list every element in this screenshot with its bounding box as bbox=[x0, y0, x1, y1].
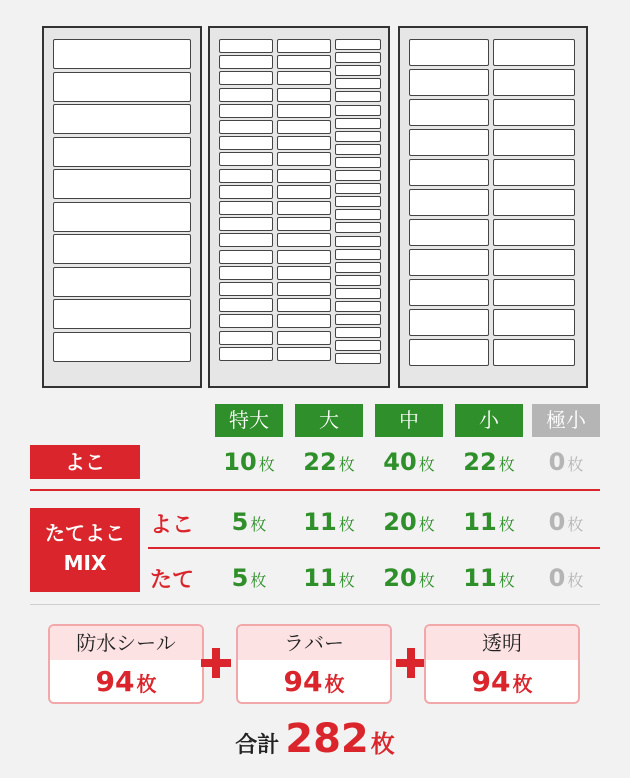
sheet-label bbox=[277, 55, 331, 69]
sheet-label bbox=[53, 299, 191, 329]
plus-icon bbox=[396, 648, 426, 678]
sheet-label bbox=[409, 69, 489, 96]
sheet-label bbox=[493, 249, 575, 276]
divider-red-mid bbox=[148, 547, 600, 549]
sheet-label bbox=[277, 104, 331, 118]
mix-tate-count-sho: 11 枚 bbox=[463, 564, 515, 592]
material-count: 94 枚 bbox=[95, 665, 157, 698]
mix-yoko-count-kyokusho: 0 枚 bbox=[548, 508, 584, 536]
size-chip-sho: 小 bbox=[455, 404, 523, 437]
sheet-label bbox=[219, 298, 273, 312]
sheet-label bbox=[409, 159, 489, 186]
sheet-label bbox=[277, 314, 331, 328]
sheet-label bbox=[335, 340, 381, 351]
size-chip-chu: 中 bbox=[375, 404, 443, 437]
sheet-label bbox=[277, 39, 331, 53]
sheet-label bbox=[53, 202, 191, 232]
sheet-label bbox=[277, 169, 331, 183]
sheet-label bbox=[53, 137, 191, 167]
sheet-label bbox=[493, 129, 575, 156]
sheet-label bbox=[335, 314, 381, 325]
sheet-label bbox=[219, 152, 273, 166]
mix-yoko-count-sho: 11 枚 bbox=[463, 508, 515, 536]
size-chip-dai: 大 bbox=[295, 404, 363, 437]
sheet-label bbox=[493, 309, 575, 336]
sheet-label bbox=[219, 185, 273, 199]
sheet-label bbox=[335, 105, 381, 116]
sheet-label bbox=[335, 327, 381, 338]
sheet-label bbox=[335, 65, 381, 76]
sheet-label bbox=[335, 262, 381, 273]
sheet-label bbox=[409, 129, 489, 156]
sheet-label bbox=[219, 55, 273, 69]
sheet-label bbox=[493, 189, 575, 216]
sheet-label bbox=[493, 99, 575, 126]
sheet-label bbox=[409, 279, 489, 306]
mix-label-line2: MIX bbox=[63, 551, 107, 575]
sheet-label bbox=[335, 209, 381, 220]
sheet-label bbox=[219, 250, 273, 264]
sheet-label bbox=[219, 169, 273, 183]
sheet-label bbox=[53, 72, 191, 102]
sheet-label bbox=[53, 104, 191, 134]
sheet-label bbox=[335, 275, 381, 286]
sheet-label bbox=[335, 131, 381, 142]
sheet-label bbox=[53, 169, 191, 199]
sheet-label bbox=[335, 301, 381, 312]
material-count: 94 枚 bbox=[283, 665, 345, 698]
sheet-label bbox=[493, 69, 575, 96]
sheet-label bbox=[219, 233, 273, 247]
sheet-label bbox=[493, 39, 575, 66]
total-label: 合計 bbox=[235, 733, 280, 758]
mix-yoko-count-chu: 20 枚 bbox=[383, 508, 435, 536]
sheet-label bbox=[277, 152, 331, 166]
divider-gray bbox=[30, 604, 600, 605]
material-title: ラバー bbox=[238, 626, 390, 660]
sheet-label bbox=[335, 157, 381, 168]
sheet-label bbox=[219, 282, 273, 296]
mix-tate-count-dai: 11 枚 bbox=[303, 564, 355, 592]
sheet-label bbox=[277, 217, 331, 231]
sheet-label bbox=[277, 266, 331, 280]
total-line bbox=[0, 716, 630, 762]
mix-row-tate-label: たて bbox=[150, 568, 195, 593]
sheet-label bbox=[219, 136, 273, 150]
material-count: 94 枚 bbox=[471, 665, 533, 698]
sheet-2-labels bbox=[219, 39, 379, 362]
sheet-label bbox=[493, 339, 575, 366]
sheet-label bbox=[335, 196, 381, 207]
sheet-label bbox=[219, 88, 273, 102]
sheet-label bbox=[219, 104, 273, 118]
sheet-label bbox=[409, 189, 489, 216]
sheet-two-column bbox=[398, 26, 588, 388]
material-box-clear bbox=[424, 624, 580, 704]
sheet-label bbox=[277, 88, 331, 102]
sheet-label bbox=[277, 120, 331, 134]
mix-yoko-count-tokudai: 5 枚 bbox=[231, 508, 267, 536]
yoko-count-kyokusho: 0 枚 bbox=[548, 448, 584, 476]
sheet-label bbox=[53, 39, 191, 69]
sheet-label bbox=[335, 78, 381, 89]
mix-label bbox=[30, 508, 140, 592]
sheet-label bbox=[409, 339, 489, 366]
mix-tate-count-kyokusho: 0 枚 bbox=[548, 564, 584, 592]
yoko-count-sho: 22 枚 bbox=[463, 448, 515, 476]
sheet-label bbox=[219, 266, 273, 280]
sheet-label bbox=[335, 39, 381, 50]
sheet-label bbox=[335, 222, 381, 233]
sheet-mixed-small bbox=[208, 26, 390, 388]
sheet-3-labels bbox=[409, 39, 577, 362]
sheet-label bbox=[219, 71, 273, 85]
yoko-count-chu: 40 枚 bbox=[383, 448, 435, 476]
mix-label-line1: たてよこ bbox=[45, 521, 125, 545]
mix-tate-count-tokudai: 5 枚 bbox=[231, 564, 267, 592]
yoko-count-dai: 22 枚 bbox=[303, 448, 355, 476]
sheet-label bbox=[335, 170, 381, 181]
sheet-label bbox=[409, 219, 489, 246]
sheet-label bbox=[277, 233, 331, 247]
sheet-label bbox=[409, 309, 489, 336]
sheet-label bbox=[409, 99, 489, 126]
size-chip-kyokusho: 極小 bbox=[532, 404, 600, 437]
total-number: 282 bbox=[285, 716, 369, 762]
sheet-label bbox=[277, 298, 331, 312]
sheet-label bbox=[53, 332, 191, 362]
sheet-label bbox=[335, 288, 381, 299]
yoko-label: よこ bbox=[30, 445, 140, 479]
sheet-label bbox=[277, 201, 331, 215]
sheet-label bbox=[335, 118, 381, 129]
sheet-label bbox=[277, 282, 331, 296]
sheet-yoko-wide bbox=[42, 26, 202, 388]
sheet-label bbox=[219, 201, 273, 215]
sheet-label bbox=[335, 249, 381, 260]
sheet-label bbox=[335, 52, 381, 63]
material-box-waterproof bbox=[48, 624, 204, 704]
sheet-label bbox=[219, 217, 273, 231]
sheet-label bbox=[277, 347, 331, 361]
sheet-label bbox=[409, 39, 489, 66]
sheet-label bbox=[277, 250, 331, 264]
plus-icon bbox=[201, 648, 231, 678]
sheet-label bbox=[335, 91, 381, 102]
sheet-label bbox=[219, 331, 273, 345]
sheet-label bbox=[277, 136, 331, 150]
sheet-label bbox=[219, 39, 273, 53]
sheet-label bbox=[409, 249, 489, 276]
sheet-label bbox=[277, 185, 331, 199]
mix-yoko-count-dai: 11 枚 bbox=[303, 508, 355, 536]
sheet-label bbox=[277, 71, 331, 85]
sheet-label bbox=[335, 353, 381, 364]
sheet-label bbox=[219, 120, 273, 134]
total-unit: 枚 bbox=[370, 730, 395, 758]
mix-row-yoko-label: よこ bbox=[150, 513, 195, 538]
sheet-label bbox=[335, 144, 381, 155]
sheet-1-labels bbox=[53, 39, 191, 362]
sheet-label bbox=[493, 219, 575, 246]
divider-red-top bbox=[30, 489, 600, 491]
sheet-label bbox=[493, 159, 575, 186]
yoko-count-tokudai: 10 枚 bbox=[223, 448, 275, 476]
sheet-label bbox=[335, 236, 381, 247]
sheet-label bbox=[53, 234, 191, 264]
sheet-label bbox=[53, 267, 191, 297]
material-title: 透明 bbox=[426, 626, 578, 660]
material-box-rubber bbox=[236, 624, 392, 704]
sheet-label bbox=[219, 314, 273, 328]
material-title: 防水シール bbox=[50, 626, 202, 660]
sheet-label bbox=[219, 347, 273, 361]
sheet-label bbox=[335, 183, 381, 194]
sheet-label bbox=[493, 279, 575, 306]
size-chip-tokudai: 特大 bbox=[215, 404, 283, 437]
mix-tate-count-chu: 20 枚 bbox=[383, 564, 435, 592]
sheet-label bbox=[277, 331, 331, 345]
